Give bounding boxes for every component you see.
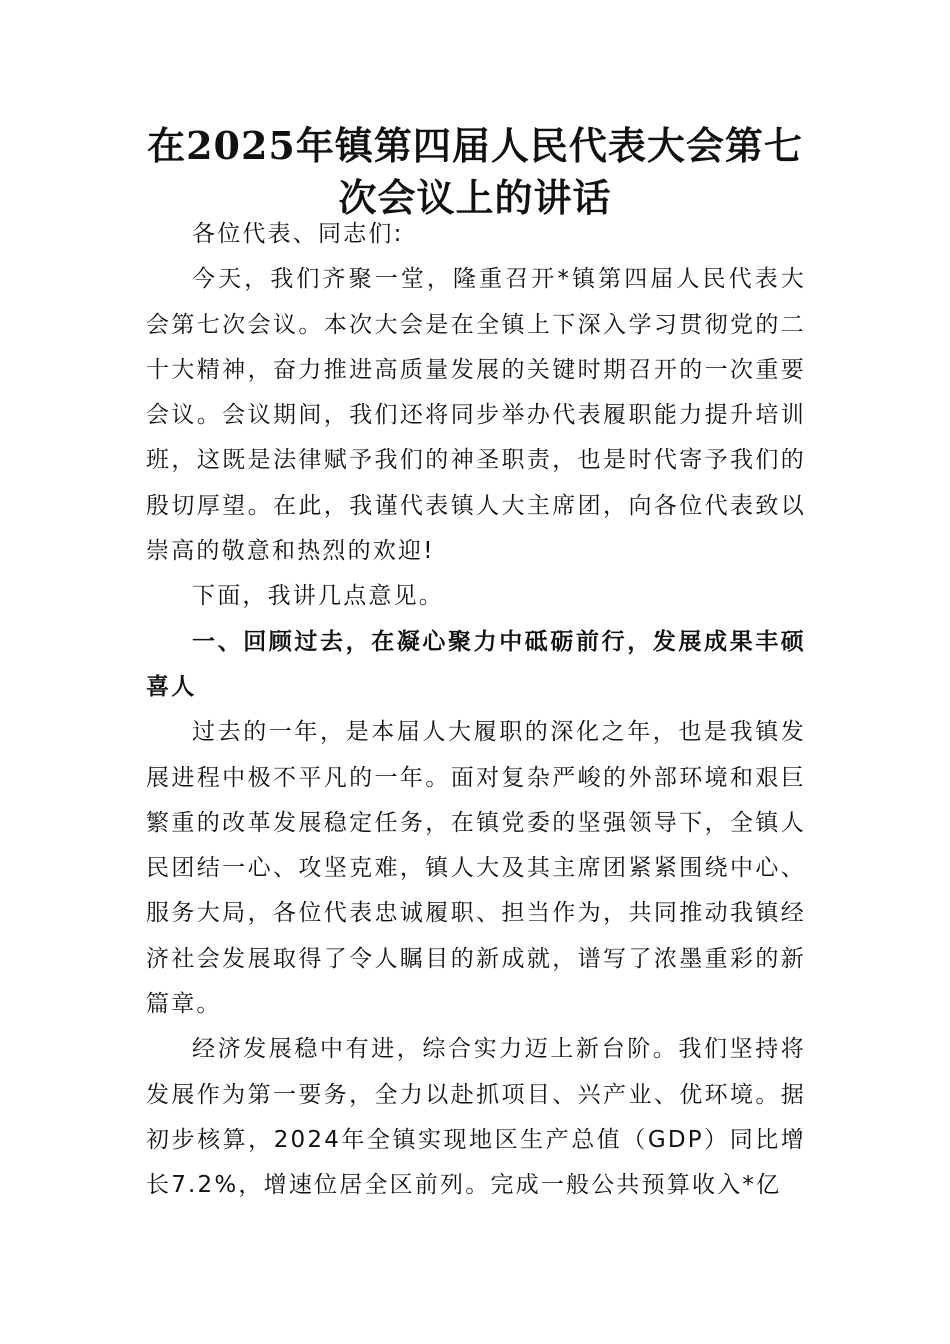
economy-paragraph: 经济发展稳中有进，综合实力迈上新台阶。我们坚持将发展作为第一要务，全力以赴抓项目、兴产业、优环境。据初步核算，2024年全镇实现地区生产总值（GDP）同比增长7.2%，增速位居全区前列。完成一般公共预算收入*亿 bbox=[146, 1036, 806, 1199]
document-body bbox=[146, 212, 806, 1209]
opening-paragraph: 今天，我们齐聚一堂，隆重召开*镇第四届人民代表大会第七次会议。本次大会是在全镇上下深入学习贯彻党的二十大精神，奋力推进高质量发展的关键时期召开的一次重要会议。会议期间，我们还将同步举办代表履职能力提升培训班，这既是法律赋予我们的神圣职责，也是时代寄予我们的殷切厚望。在此，我谨代表镇人大主席团，向各位代表致以崇高的敬意和热烈的欢迎! bbox=[146, 266, 806, 565]
document-title: 在2025年镇第四届人民代表大会第七次会议上的讲话 bbox=[147, 123, 803, 220]
transition-paragraph: 下面，我讲几点意见。 bbox=[192, 583, 444, 610]
section-heading: 一、回顾过去，在凝心聚力中砥砺前行，发展成果丰硕喜人 bbox=[146, 628, 806, 700]
review-paragraph: 过去的一年，是本届人大履职的深化之年，也是我镇发展进程中极不平凡的一年。面对复杂严峻的外部环境和艰巨繁重的改革发展稳定任务，在镇党委的坚强领导下，全镇人民团结一心、攻坚克难，镇人大及其主席团紧紧围绕中心、服务大局，各位代表忠诚履职、担当作为，共同推动我镇经济社会发展取得了令人瞩目的新成就，谱写了浓墨重彩的新篇章。 bbox=[146, 719, 806, 1018]
salutation: 各位代表、同志们: bbox=[192, 221, 404, 247]
